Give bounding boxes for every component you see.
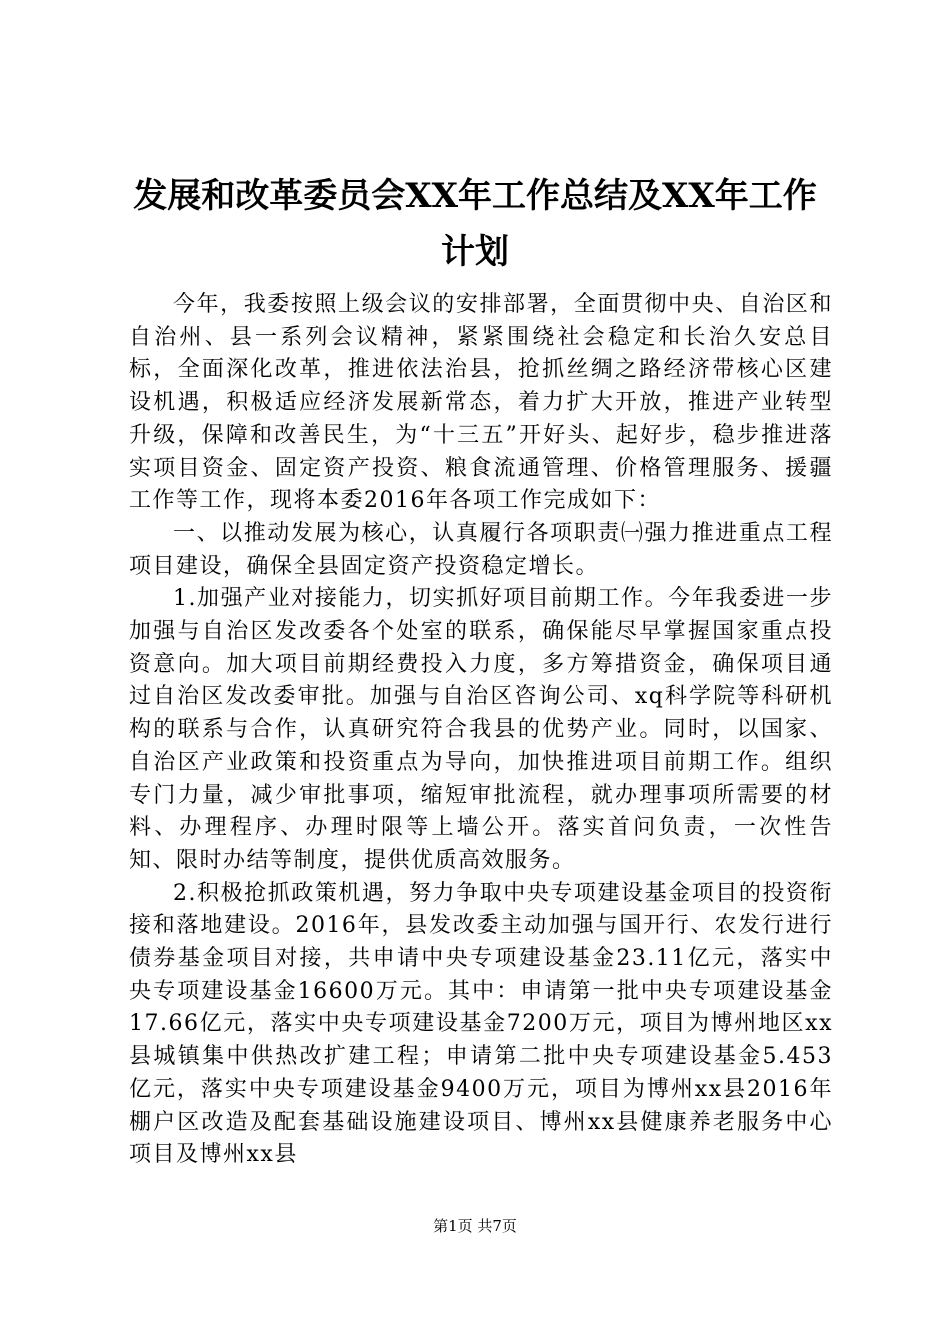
document-title: 发展和改革委员会XX年工作总结及XX年工作计划 xyxy=(133,176,817,272)
paragraph-item-one: 1.加强产业对接能力，切实抓好项目前期工作。今年我委进一步加强与自治区发改委各个处室的联系，确保能尽早掌握国家重点投资意向。加大项目前期经费投入力度，多方筹措资金，确保项目通过自治区发改委审批。加强与自治区咨询公司、xq科学院等科研机构的联系与合作，认真研究符合我县的优势产业。同时，以国家、自治区产业政策和投资重点为导向，加快推进项目前期工作。组织专门力量，减少审批事项，缩短审批流程，就办理事项所需要的材料、办理程序、办理时限等上墙公开。落实首问负责，一次性告知、限时办结等制度，提供优质高效服务。 xyxy=(129,586,833,873)
paragraph-section-one: 一、以推动发展为核心，认真履行各项职责㈠强力推进重点工程项目建设，确保全县固定资产投资稳定增长。 xyxy=(129,520,833,579)
page-footer: 第1页 共7页 xyxy=(433,1217,517,1235)
document-body xyxy=(129,289,833,1172)
paragraph-item-two: 2.积极抢抓政策机遇，努力争取中央专项建设基金项目的投资衔接和落地建设。2016年，县发改委主动加强与国开行、农发行进行债券基金项目对接，共申请中央专项建设基金23.11亿元，落实中央专项建设基金16600万元。其中：申请第一批中央专项建设基金17.66亿元，落实中央专项建设基金7200万元，项目为博州地区xx县城镇集中供热改扩建工程；申请第二批中央专项建设基金5.453亿元，落实中央专项建设基金9400万元，项目为博州xx县2016年棚户区改造及配套基础设施建设项目、博州xx县健康养老服务中心项目及博州xx县 xyxy=(129,880,833,1168)
paragraph-intro: 今年，我委按照上级会议的安排部署，全面贯彻中央、自治区和自治州、县一系列会议精神，紧紧围绕社会稳定和长治久安总目标，全面深化改革，推进依法治县，抢抓丝绸之路经济带核心区建设机遇，积极适应经济发展新常态，着力扩大开放，推进产业转型升级，保障和改善民生，为“十三五”开好头、起好步，稳步推进落实项目资金、固定资产投资、粮食流通管理、价格管理服务、援疆工作等工作，现将本委2016年各项工作完成如下： xyxy=(129,292,833,514)
